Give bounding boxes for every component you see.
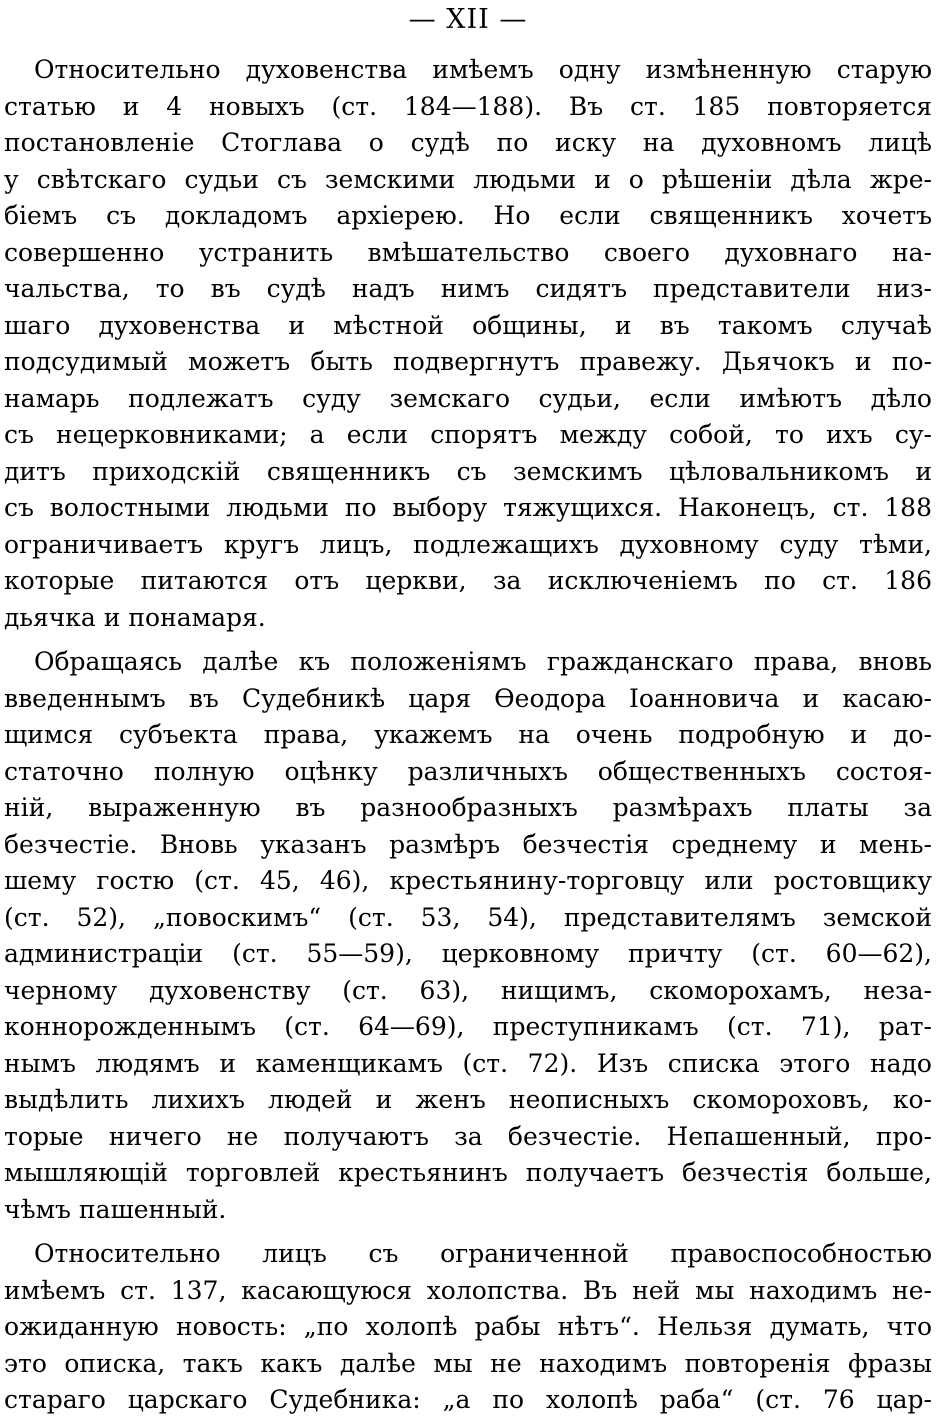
text-line: (ст. 52), „повоскимъ“ (ст. 53, 54), представителямъ земской — [4, 902, 932, 932]
text-line: Обращаясь далѣе къ положеніямъ гражданскаго права, вновь — [34, 647, 932, 676]
paragraph — [4, 1236, 932, 1419]
text-line: администраціи (ст. 55—59), церковному причту (ст. 60—62), — [4, 939, 932, 968]
text-line: введеннымъ въ Судебникѣ царя Ѳеодора Іоанновича и касаю- — [4, 683, 932, 713]
text-line: ограничиваетъ кругъ лицъ, подлежащихъ духовному суду тѣми, — [4, 529, 932, 559]
text-line: нымъ людямъ и каменщикамъ (ст. 72). Изъ списка этого надо — [4, 1048, 932, 1078]
text-line: у свѣтскаго судьи съ земскими людьми и о рѣшеніи дѣла жре- — [4, 164, 932, 194]
text-line: дьячка и понамаря. — [4, 602, 266, 632]
text-line: намарь подлежатъ суду земскаго судьи, если имѣютъ дѣло — [4, 383, 932, 413]
text-line: постановленіе Стоглава о судѣ по иску на духовномъ лицѣ — [4, 128, 932, 157]
text-line: имѣемъ ст. 137, касающуюся холопства. Въ ней мы находимъ не- — [4, 1275, 932, 1305]
text-line: подсудимый можетъ быть подвергнутъ правежу. Дьячокъ и по- — [4, 347, 932, 376]
text-line: шему гостю (ст. 45, 46), крестьянину-торговцу или ростовщику — [4, 866, 932, 895]
text-line: черному духовенству (ст. 63), нищимъ, скоморохамъ, неза- — [4, 975, 932, 1005]
text-line: мышляющій торговлей крестьянинъ получаетъ безчестія больше, — [4, 1158, 932, 1187]
text-line: стараго царскаго Судебника: „а по холопѣ раба“ (ст. 76 цар- — [4, 1385, 932, 1414]
text-line: ожиданную новость: „по холопѣ рабы нѣтъ“. Нельзя думать, что — [4, 1312, 932, 1341]
text-line: съ волостными людьми по выбору тяжущихся. Наконецъ, ст. 188 — [4, 493, 932, 522]
body-text — [4, 52, 932, 1419]
text-line: это описка, такъ какъ далѣе мы не находимъ повторенія фразы — [4, 1348, 932, 1378]
text-line: статью и 4 новыхъ (ст. 184—188). Въ ст. 185 повторяется — [4, 91, 932, 121]
text-line: чѣмъ пашенный. — [4, 1194, 227, 1224]
text-line: чальства, то въ судѣ надъ нимъ сидятъ представители низ- — [4, 274, 932, 303]
text-line: ній, выраженную въ разнообразныхъ размѣрахъ платы за — [4, 793, 932, 822]
text-line: выдѣлить лихихъ людей и женъ неописныхъ скомороховъ, ко- — [4, 1085, 932, 1114]
text-line: Относительно духовенства имѣемъ одну измѣненную старую — [34, 55, 932, 84]
text-line: шаго духовенства и мѣстной общины, и въ такомъ случаѣ — [4, 310, 932, 340]
text-line: щимся субъекта права, укажемъ на очень подробную и до- — [4, 720, 932, 749]
text-line: съ нецерковниками; а если спорятъ между собой, то ихъ су- — [4, 420, 932, 449]
text-line: статочно полную оцѣнку различныхъ общественныхъ состоя- — [4, 756, 932, 786]
text-line: торые ничего не получаютъ за безчестіе. Непашенный, про- — [4, 1121, 932, 1151]
text-line: коннорожденнымъ (ст. 64—69), преступникамъ (ст. 71), рат- — [4, 1012, 932, 1041]
text-line: безчестіе. Вновь указанъ размѣръ безчестія среднему и мень- — [4, 829, 932, 859]
text-line: дитъ приходскій священникъ съ земскимъ цѣловальникомъ и — [4, 456, 932, 486]
page-number: — XII — — [408, 4, 528, 35]
paragraph — [4, 52, 932, 636]
text-line: Относительно лицъ съ ограниченной правоспособностью — [34, 1239, 932, 1268]
text-line: которые питаются отъ церкви, за исключеніемъ по ст. 186 — [4, 566, 932, 595]
text-line: біемъ съ докладомъ архіерею. Но если священникъ хочетъ — [4, 201, 932, 230]
text-line: совершенно устранить вмѣшательство своего духовнаго на- — [4, 237, 932, 267]
paragraph — [4, 644, 932, 1228]
